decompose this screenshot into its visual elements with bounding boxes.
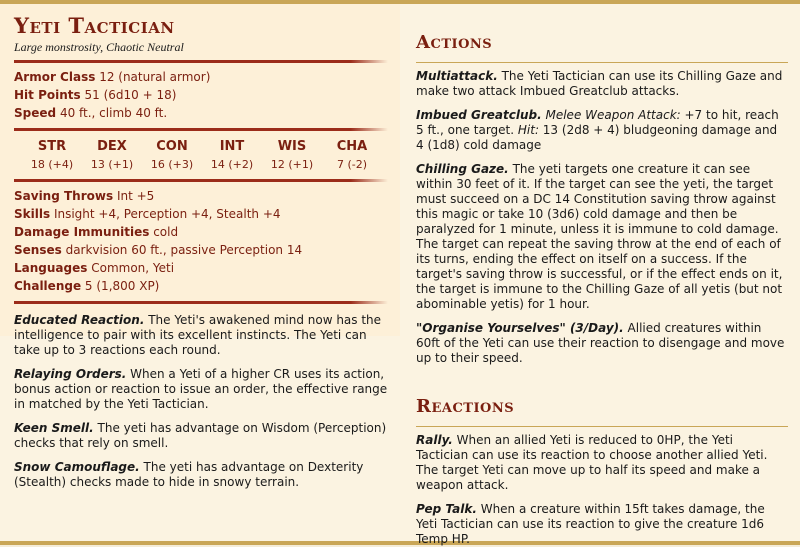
divider — [14, 301, 388, 304]
trait-text: When a Yeti of a higher CR uses its action, bonus action or reaction to issue an order, the effective range in matched by the Yeti Tactician. — [14, 367, 388, 411]
action-attack-type: Melee Weapon Attack: — [541, 108, 681, 122]
senses-label: Senses — [14, 243, 62, 257]
ability-value: 7 (-2) — [336, 158, 368, 171]
trait-relaying-orders — [14, 367, 388, 412]
trait-name: Snow Camouflage. — [14, 460, 140, 474]
hit-points — [14, 86, 388, 104]
action-text: The Yeti Tactician can use its Chilling Gaze and make two attack Imbued Greatclub attacks. — [416, 69, 783, 98]
action-name: "Organise Yourselves" (3/Day). — [416, 321, 624, 335]
saving-throws-label: Saving Throws — [14, 189, 114, 203]
trait-snow-camouflage — [14, 460, 388, 490]
ability-int — [206, 138, 258, 173]
reaction-text: When an allied Yeti is reduced to 0HP, the Yeti Tactician can use its reaction to choose another allied Yeti. The target Yeti can move up to half its speed and make a weapon attack. — [416, 433, 768, 492]
ability-name: WIS — [277, 139, 307, 154]
speed-value: 40 ft., climb 40 ft. — [59, 106, 168, 120]
hit-points-value: 51 (6d10 + 18) — [84, 88, 177, 102]
ability-value: 16 (+3) — [150, 158, 194, 171]
hit-points-label: Hit Points — [14, 88, 81, 102]
armor-class-label: Armor Class — [14, 70, 96, 84]
senses-value: darkvision 60 ft., passive Perception 14 — [65, 243, 303, 257]
action-text: Allied creatures within 60ft of the Yeti can use their reaction to disengage and move up to their speed. — [416, 321, 785, 365]
left-column — [14, 14, 388, 490]
speed-label: Speed — [14, 106, 57, 120]
ability-value: 14 (+2) — [210, 158, 254, 171]
damage-immunities-value: cold — [153, 225, 179, 239]
saving-throws-value: Int +5 — [116, 189, 155, 203]
skills-label: Skills — [14, 207, 51, 221]
action-multiattack — [416, 69, 788, 99]
divider — [416, 62, 788, 63]
action-name: Multiattack. — [416, 69, 498, 83]
ability-dex — [86, 138, 138, 173]
divider — [14, 179, 388, 182]
trait-name: Relaying Orders. — [14, 367, 127, 381]
action-name: Imbued Greatclub. — [416, 108, 542, 122]
action-name: Chilling Gaze. — [416, 162, 509, 176]
armor-class-value: 12 (natural armor) — [99, 70, 211, 84]
senses — [14, 241, 388, 259]
damage-immunities-label: Damage Immunities — [14, 225, 150, 239]
ability-name: STR — [37, 139, 67, 154]
monster-name: Yeti Tactician — [14, 13, 175, 38]
monster-subtitle: Large monstrosity, Chaotic Neutral — [14, 40, 184, 54]
ability-value: 18 (+4) — [30, 158, 74, 171]
languages-value: Common, Yeti — [91, 261, 175, 275]
languages — [14, 259, 388, 277]
reaction-name: Pep Talk. — [416, 502, 477, 516]
armor-class — [14, 68, 388, 86]
challenge — [14, 277, 388, 295]
action-text: The yeti targets one creature it can see within 30 feet of it. If the target can see the yeti, the target must succeed on a DC 14 Constitution saving throw against this magic or take 10 (3d6) cold damage and then be paralyzed for 1 minute, unless it is immune to cold damage. The target can repeat the saving throw at the end of each of its turns, ending the effect on itself on a success. If the target's saving throw is successful, or if the effect ends on it, the target is immune to the Chilling Gaze of all yetis (but not abominable yetis) for 1 hour. — [416, 162, 783, 311]
actions-heading: Actions — [416, 32, 493, 53]
divider — [416, 426, 788, 427]
trait-text: The yeti has advantage on Dexterity (Stealth) checks made to hide in snowy terrain. — [14, 460, 364, 489]
reaction-rally — [416, 433, 788, 493]
ability-str — [26, 138, 78, 173]
skills — [14, 205, 388, 223]
reaction-pep-talk — [416, 502, 788, 547]
ability-value: 13 (+1) — [90, 158, 134, 171]
speed — [14, 104, 388, 122]
trait-name: Educated Reaction. — [14, 313, 145, 327]
divider — [14, 60, 388, 63]
reactions-heading: Reactions — [416, 396, 515, 417]
action-organise-yourselves — [416, 321, 788, 366]
reaction-name: Rally. — [416, 433, 453, 447]
languages-label: Languages — [14, 261, 88, 275]
damage-immunities — [14, 223, 388, 241]
trait-name: Keen Smell. — [14, 421, 94, 435]
ability-name: CON — [156, 139, 188, 154]
ability-value: 12 (+1) — [270, 158, 314, 171]
right-column — [416, 14, 788, 547]
ability-name: CHA — [336, 139, 368, 154]
ability-cha — [326, 138, 378, 173]
divider — [14, 128, 388, 131]
action-imbued-greatclub — [416, 108, 788, 153]
ability-wis — [266, 138, 318, 173]
action-hit-label: Hit: — [517, 123, 539, 137]
saving-throws — [14, 187, 388, 205]
ability-scores — [14, 136, 388, 173]
ability-name: INT — [219, 139, 245, 154]
action-text: +7 to hit, reach 5 ft., one target. — [416, 108, 779, 137]
challenge-value: 5 (1,800 XP) — [84, 279, 160, 293]
trait-educated-reaction — [14, 313, 388, 358]
skills-value: Insight +4, Perception +4, Stealth +4 — [53, 207, 281, 221]
trait-text: The yeti has advantage on Wisdom (Perception) checks that rely on smell. — [14, 421, 387, 450]
trait-text: The Yeti's awakened mind now has the intelligence to pair with its excellent instincts. The Yeti can take up to 3 reactions each round. — [14, 313, 382, 357]
ability-con — [146, 138, 198, 173]
action-text-damage: 13 (2d8 + 4) bludgeoning damage and 4 (1d8) cold damage — [416, 123, 778, 152]
ability-name: DEX — [97, 139, 127, 154]
action-chilling-gaze — [416, 162, 788, 312]
trait-keen-smell — [14, 421, 388, 451]
challenge-label: Challenge — [14, 279, 82, 293]
reaction-text: When a creature within 15ft takes damage, the Yeti Tactician can use its reaction to give the creature 1d6 Temp HP. — [416, 502, 765, 546]
